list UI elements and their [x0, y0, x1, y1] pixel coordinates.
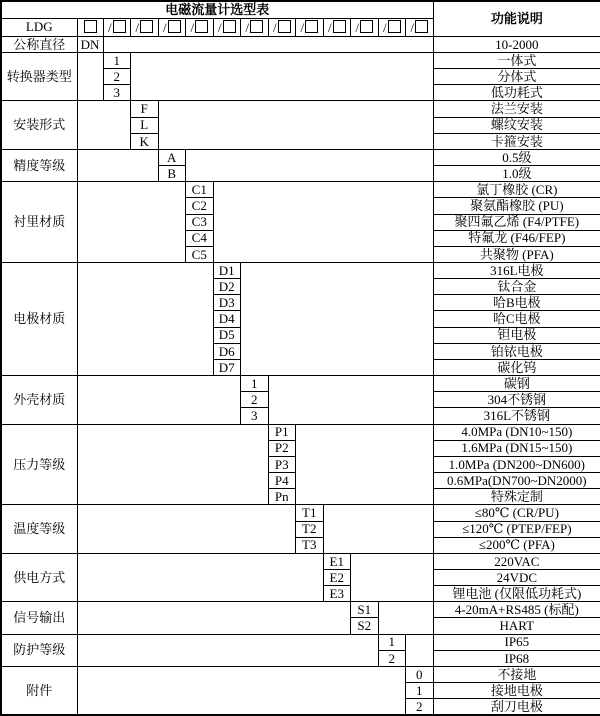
filler-cell [296, 424, 434, 505]
code-cell: P3 [268, 456, 296, 472]
desc-cell: 304不锈钢 [433, 392, 600, 408]
category-installation-type: 安装形式 [1, 101, 77, 149]
filler-cell [103, 36, 433, 52]
desc-cell: 不接地 [433, 666, 600, 682]
desc-cell: 220VAC [433, 553, 600, 569]
desc-cell: 0.6MPa(DN700~DN2000) [433, 473, 600, 489]
desc-cell: ≤80℃ (CR/PU) [433, 505, 600, 521]
slash: / [217, 19, 222, 35]
empty-box-icon [360, 20, 373, 33]
model-slash-box-cell [158, 18, 186, 36]
code-cell: 1 [241, 376, 269, 392]
code-cell: F [131, 101, 159, 117]
code-cell: L [131, 117, 159, 133]
category-nominal-diameter: 公称直径 [1, 36, 77, 52]
model-slash-box-cell [351, 18, 379, 36]
code-cell: E2 [323, 569, 351, 585]
code-cell: D4 [213, 311, 241, 327]
filler-cell [406, 634, 434, 666]
filler-cell [77, 263, 213, 376]
desc-cell: 特氟龙 (F46/FEP) [433, 230, 600, 246]
model-slash-box-cell [378, 18, 406, 36]
empty-box-icon [278, 20, 291, 33]
model-slash-box-cell [268, 18, 296, 36]
code-cell: C2 [186, 198, 214, 214]
category-liner-material: 衬里材质 [1, 182, 77, 263]
category-protection-rating: 防护等级 [1, 634, 77, 666]
desc-cell: 共聚物 (PFA) [433, 246, 600, 262]
desc-cell: 碳化钨 [433, 359, 600, 375]
code-cell: 2 [241, 392, 269, 408]
desc-cell: 10-2000 [433, 36, 600, 52]
slash: / [135, 19, 140, 35]
category-pressure-rating: 压力等级 [1, 424, 77, 505]
code-cell: B [158, 166, 186, 182]
code-cell: 3 [241, 408, 269, 424]
code-cell: C4 [186, 230, 214, 246]
model-slash-box-cell [103, 18, 131, 36]
desc-cell: 特殊定制 [433, 489, 600, 505]
model-slash-box-cell [186, 18, 214, 36]
filler-cell [323, 505, 433, 553]
desc-cell: 分体式 [433, 69, 600, 85]
category-accessories: 附件 [1, 666, 77, 715]
model-slash-box-cell [241, 18, 269, 36]
model-slash-box-cell [323, 18, 351, 36]
desc-cell: 4-20mA+RS485 (标配) [433, 602, 600, 618]
category-signal-output: 信号输出 [1, 602, 77, 634]
model-slash-box-cell [296, 18, 324, 36]
desc-cell: IP65 [433, 634, 600, 650]
code-cell: 2 [406, 699, 434, 715]
desc-cell: IP68 [433, 650, 600, 666]
filler-cell [378, 602, 433, 634]
empty-box-icon [388, 20, 401, 33]
code-cell: A [158, 149, 186, 165]
slash: / [355, 19, 360, 35]
code-cell: 1 [406, 683, 434, 699]
desc-cell: ≤120℃ (PTEP/FEP) [433, 521, 600, 537]
code-cell: T1 [296, 505, 324, 521]
slash: / [382, 19, 387, 35]
empty-box-icon [168, 20, 181, 33]
filler-cell [77, 666, 406, 715]
desc-cell: 螺纹安装 [433, 117, 600, 133]
desc-cell: 316L不锈钢 [433, 408, 600, 424]
desc-cell: 刮刀电极 [433, 699, 600, 715]
code-cell: D3 [213, 295, 241, 311]
empty-box-icon [84, 20, 97, 33]
slash: / [190, 19, 195, 35]
category-power-supply: 供电方式 [1, 553, 77, 601]
code-cell: DN [77, 36, 103, 52]
empty-box-icon [195, 20, 208, 33]
filler-cell [77, 101, 131, 149]
desc-cell: 1.0级 [433, 166, 600, 182]
code-cell: K [131, 133, 159, 149]
code-cell: T2 [296, 521, 324, 537]
filler-cell [241, 263, 434, 376]
model-box-cell [77, 18, 103, 36]
filler-cell [131, 52, 434, 100]
filler-cell [268, 376, 433, 424]
empty-box-icon [333, 20, 346, 33]
slash: / [107, 19, 112, 35]
code-cell: T3 [296, 537, 324, 553]
slash: / [245, 19, 250, 35]
code-cell: 1 [378, 634, 406, 650]
code-cell: D7 [213, 359, 241, 375]
code-cell: S2 [351, 618, 379, 634]
code-cell: Pn [268, 489, 296, 505]
desc-cell: 24VDC [433, 569, 600, 585]
filler-cell [77, 505, 296, 553]
desc-cell: 哈B电极 [433, 295, 600, 311]
slash: / [410, 19, 415, 35]
model-slash-box-cell [406, 18, 434, 36]
desc-cell: 316L电极 [433, 263, 600, 279]
empty-box-icon [113, 20, 126, 33]
code-cell: D6 [213, 343, 241, 359]
desc-cell: 4.0MPa (DN10~150) [433, 424, 600, 440]
desc-cell: ≤200℃ (PFA) [433, 537, 600, 553]
code-cell: P2 [268, 440, 296, 456]
filler-cell [77, 553, 323, 601]
filler-cell [77, 634, 378, 666]
desc-cell: 哈C电极 [433, 311, 600, 327]
filler-cell [77, 602, 351, 634]
filler-cell [77, 376, 241, 424]
filler-cell [77, 182, 186, 263]
desc-cell: 钛合金 [433, 279, 600, 295]
code-cell: 3 [103, 85, 131, 101]
empty-box-icon [415, 20, 428, 33]
empty-box-icon [305, 20, 318, 33]
category-accuracy-class: 精度等级 [1, 149, 77, 181]
filler-cell [77, 52, 103, 100]
category-temperature-rating: 温度等级 [1, 505, 77, 553]
code-cell: 1 [103, 52, 131, 68]
empty-box-icon [250, 20, 263, 33]
slash: / [300, 19, 305, 35]
desc-cell: 聚四氟乙烯 (F4/PTFE) [433, 214, 600, 230]
code-cell: D5 [213, 327, 241, 343]
category-housing-material: 外壳材质 [1, 376, 77, 424]
category-electrode-material: 电极材质 [1, 263, 77, 376]
model-slash-box-cell [213, 18, 241, 36]
desc-cell: 一体式 [433, 52, 600, 68]
desc-cell: 0.5级 [433, 149, 600, 165]
code-cell: E3 [323, 586, 351, 602]
desc-cell: 卡箍安装 [433, 133, 600, 149]
filler-cell [213, 182, 433, 263]
code-cell: 2 [378, 650, 406, 666]
filler-cell [351, 553, 434, 601]
slash: / [327, 19, 332, 35]
category-converter-type: 转换器类型 [1, 52, 77, 100]
page-title: 电磁流量计选型表 [1, 1, 433, 18]
desc-cell: 聚氨酯橡胶 (PU) [433, 198, 600, 214]
desc-cell: 铂铱电极 [433, 343, 600, 359]
desc-cell: 碳钢 [433, 376, 600, 392]
code-cell: C5 [186, 246, 214, 262]
model-prefix: LDG [1, 18, 77, 36]
code-cell: D1 [213, 263, 241, 279]
code-cell: E1 [323, 553, 351, 569]
code-cell: C1 [186, 182, 214, 198]
filler-cell [77, 424, 268, 505]
slash: / [162, 19, 167, 35]
empty-box-icon [140, 20, 153, 33]
code-cell: C3 [186, 214, 214, 230]
desc-cell: 接地电极 [433, 683, 600, 699]
desc-cell: 钽电极 [433, 327, 600, 343]
code-cell: P4 [268, 473, 296, 489]
desc-cell: HART [433, 618, 600, 634]
code-cell: S1 [351, 602, 379, 618]
desc-cell: 1.0MPa (DN200~DN600) [433, 456, 600, 472]
filler-cell [186, 149, 434, 181]
function-column-header: 功能说明 [433, 1, 600, 36]
desc-cell: 锂电池 (仅限低功耗式) [433, 586, 600, 602]
filler-cell [77, 149, 158, 181]
filler-cell [158, 101, 433, 149]
desc-cell: 法兰安装 [433, 101, 600, 117]
desc-cell: 低功耗式 [433, 85, 600, 101]
empty-box-icon [223, 20, 236, 33]
desc-cell: 1.6MPa (DN15~150) [433, 440, 600, 456]
code-cell: 0 [406, 666, 434, 682]
slash: / [272, 19, 277, 35]
model-slash-box-cell [131, 18, 159, 36]
code-cell: P1 [268, 424, 296, 440]
code-cell: D2 [213, 279, 241, 295]
desc-cell: 氯丁橡胶 (CR) [433, 182, 600, 198]
code-cell: 2 [103, 69, 131, 85]
